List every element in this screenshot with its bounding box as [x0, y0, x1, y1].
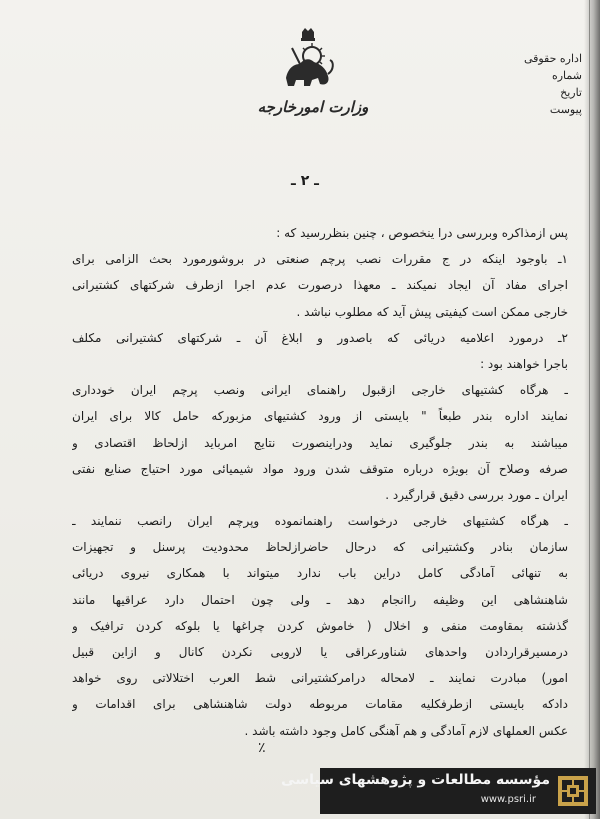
footer-org-name: مؤسسه مطالعات و پژوهشهای سیاسی	[281, 772, 550, 788]
meta-number: شماره	[551, 69, 582, 82]
letter-body	[72, 220, 568, 744]
body-line: خارجی ممکن است کیفیتی پیش آید که مطلوب نباشد .	[296, 304, 568, 319]
page-edge-line	[589, 0, 590, 819]
bottom-mark: ٪	[258, 740, 266, 756]
body-line: پس ازمذاکره وبررسی درا ینخصوص ، چنین بنظررسید که :	[276, 226, 568, 240]
body-line: درمسیرقراردادن واحدهای شناورعراقی یا لاروبی نکردن کانال و ازاین قبیل	[72, 645, 568, 659]
body-line: امور) مبادرت نمایند ـ لامحاله درامرکشتیرانی شط العرب اختلالاتی روی خواهد	[72, 671, 568, 686]
body-line: گذشته بمقاومت منفی و اخلال ( خاموش کردن چراغها یا بلوکه کردن ترافیک و	[72, 618, 568, 633]
meta-date: تاریخ	[560, 86, 582, 99]
body-line: ایران ـ مورد بررسی دقیق قرارگیرد .	[385, 487, 568, 502]
body-line: ۲ـ درمورد اعلامیه دریائی که باصدور و ابلاغ آن ـ شرکتهای کشتیرانی مکلف	[72, 330, 568, 345]
meta-department: اداره حقوقی	[523, 52, 582, 65]
body-line: میباشند به بندر جلوگیری نماید ودراینصورت نتایج امرباید ازلحاظ اقتصادی و	[72, 435, 568, 450]
body-line: به تنهائی آمادگی کامل دراین باب ندارد میتواند با همکاری نیروی دریائی	[72, 566, 568, 581]
body-line: عکس العملهای لازم آمادگی و هم آهنگی کامل وجود داشته باشد .	[244, 723, 568, 738]
ministry-title: وزارت امورخارجه	[257, 98, 369, 116]
meta-attachment: پیوست	[549, 103, 582, 116]
body-line: اجرای مفاد آن ایجاد نمیکند ـ معهذا درصورت عدم اجرا ازطرف شرکتهای کشتیرانی	[72, 278, 568, 293]
body-line: ۱ـ باوجود اینکه در ج مقررات نصب پرچم صنعتی در بروشورمورد بحث الزامی برای	[72, 252, 568, 267]
body-line: شاهنشاهی این وظیفه راانجام دهد ـ ولی چون احتمال دارد عراقیها مانند	[72, 592, 568, 607]
watermark-footer	[281, 768, 596, 814]
lion-and-sun-emblem-icon	[278, 28, 338, 90]
page-number: ـ ۲ ـ	[291, 173, 319, 189]
psri-logo-icon	[558, 776, 588, 806]
body-line: باجرا خواهند بود :	[480, 356, 568, 371]
body-line: ـ هرگاه کشتیهای خارجی ازقبول راهنمای ایرانی ونصب پرچم ایران خودداری	[72, 383, 568, 398]
footer-url: www.psri.ir	[480, 794, 536, 805]
body-line: سازمان بنادر وکشتیرانی که درحال حاضرازلحاظ محدودیت پرسنل و تجهیزات	[72, 540, 568, 555]
body-line: نمایند اداره بندر طبعاً " بایستی از ورود کشتیهای مزبورکه حامل کالا برای ایران	[72, 409, 568, 424]
body-line: دادکه بایستی ازطرفکلیه مقامات مربوطه دولت شاهنشاهی برای اقدامات و	[72, 697, 568, 712]
body-line: صرفه وصلاح آن بویژه درباره متوقف شدن ورود مواد شیمیائی مورد احتیاج صنایع نفتی	[72, 461, 568, 476]
body-line: ـ هرگاه کشتیهای خارجی درخواست راهنمانموده وپرچم ایران رانصب ننمایند ـ	[72, 514, 568, 529]
page-edge-shadow	[584, 0, 600, 819]
document-meta	[510, 50, 582, 118]
